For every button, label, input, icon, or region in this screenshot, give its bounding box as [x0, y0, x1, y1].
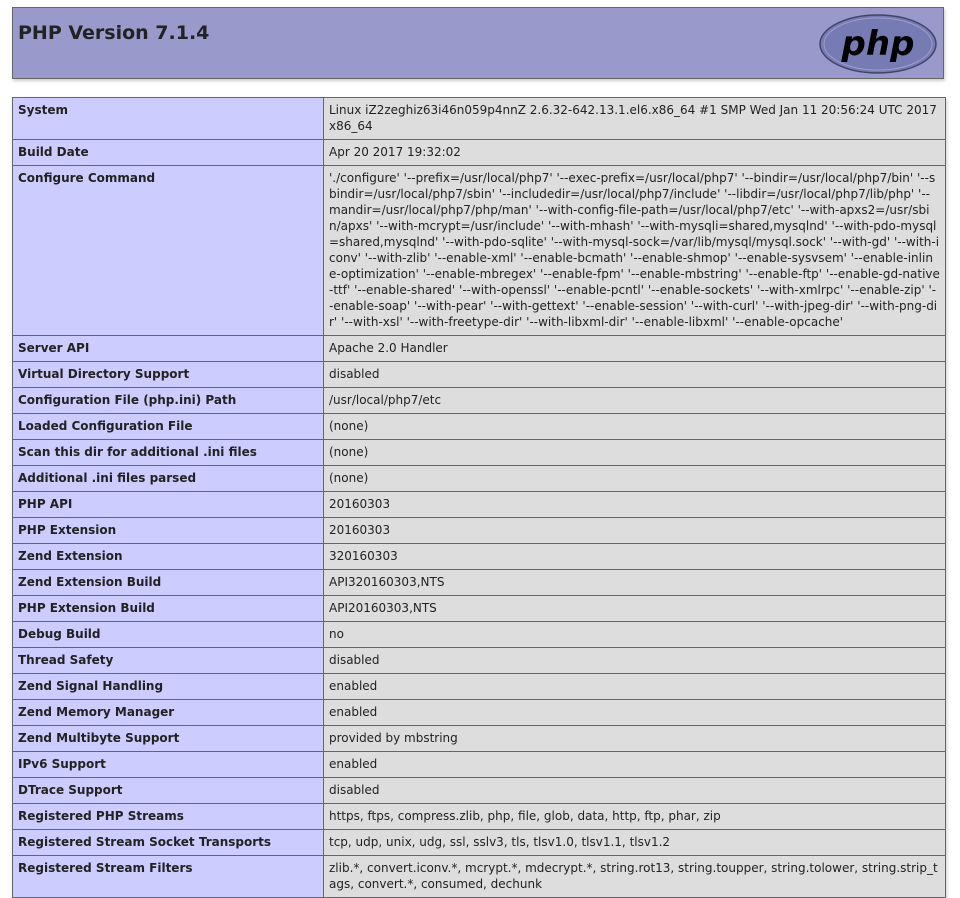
table-row — [13, 388, 946, 414]
table-row — [13, 622, 946, 648]
row-label: Registered Stream Socket Transports — [13, 830, 324, 856]
row-label: Configuration File (php.ini) Path — [13, 388, 324, 414]
table-row — [13, 700, 946, 726]
row-label: Registered Stream Filters — [13, 856, 324, 898]
info-table-body — [13, 98, 946, 898]
info-table — [12, 97, 946, 898]
table-row — [13, 544, 946, 570]
row-label: Virtual Directory Support — [13, 362, 324, 388]
row-label: DTrace Support — [13, 778, 324, 804]
row-value: (none) — [324, 440, 946, 466]
version-header — [12, 7, 944, 79]
row-value: Linux iZ2zeghiz63i46n059p4nnZ 2.6.32-642.13.1.el6.x86_64 #1 SMP Wed Jan 11 20:56:24 UTC 2017 x86_64 — [324, 98, 946, 140]
row-label: Configure Command — [13, 166, 324, 336]
row-value: provided by mbstring — [324, 726, 946, 752]
table-row — [13, 856, 946, 898]
table-row — [13, 570, 946, 596]
row-label: Zend Signal Handling — [13, 674, 324, 700]
row-label: PHP Extension Build — [13, 596, 324, 622]
row-label: Debug Build — [13, 622, 324, 648]
table-row — [13, 752, 946, 778]
row-value: Apache 2.0 Handler — [324, 336, 946, 362]
row-value: disabled — [324, 778, 946, 804]
table-row — [13, 596, 946, 622]
table-row — [13, 466, 946, 492]
row-value: API320160303,NTS — [324, 570, 946, 596]
php-logo[interactable] — [818, 13, 938, 79]
table-row — [13, 362, 946, 388]
table-row — [13, 98, 946, 140]
row-label: Zend Multibyte Support — [13, 726, 324, 752]
row-value: Apr 20 2017 19:32:02 — [324, 140, 946, 166]
table-row — [13, 518, 946, 544]
table-row — [13, 830, 946, 856]
row-label: Additional .ini files parsed — [13, 466, 324, 492]
row-label: Thread Safety — [13, 648, 324, 674]
row-label: Server API — [13, 336, 324, 362]
row-label: Zend Extension — [13, 544, 324, 570]
php-logo-icon — [818, 13, 938, 75]
table-row — [13, 674, 946, 700]
row-value: disabled — [324, 648, 946, 674]
row-value: './configure' '--prefix=/usr/local/php7' '--exec-prefix=/usr/local/php7' '--bindir=/usr/local/php7/bin' '--sbindir=/usr/local/php7/sbin' '--includedir=/usr/local/php7/include' '--libdir=/usr/local/php7/lib/php' '--mandir=/usr/local/php7/php/man' '--with-config-file-path=/usr/local/php7/etc' '--with-apxs2=/usr/sbin/apxs' '--with-mcrypt=/usr/include' '--with-mhash' '--with-mysqli=shared,mysqlnd' '--with-pdo-mysql=shared,mysqlnd' '--with-pdo-sqlite' '--with-mysql-sock=/var/lib/mysql/mysql.sock' '--with-gd' '--with-iconv' '--with-zlib' '--enable-xml' '--enable-bcmath' '--enable-shmop' '--enable-sysvsem' '--enable-inline-optimization' '--enable-mbregex' '--enable-fpm' '--enable-mbstring' '--enable-ftp' '--enable-gd-native-ttf' '--enable-shared' '--with-openssl' '--enable-pcntl' '--enable-sockets' '--with-xmlrpc' '--enable-zip' '--enable-soap' '--with-pear' '--with-gettext' '--enable-session' '--with-curl' '--with-jpeg-dir' '--with-png-dir' '--with-xsl' '--with-freetype-dir' '--with-libxml-dir' '--enable-libxml' '--enable-opcache' — [324, 166, 946, 336]
row-value: tcp, udp, unix, udg, ssl, sslv3, tls, tlsv1.0, tlsv1.1, tlsv1.2 — [324, 830, 946, 856]
row-label: Zend Memory Manager — [13, 700, 324, 726]
row-label: Zend Extension Build — [13, 570, 324, 596]
row-value: zlib.*, convert.iconv.*, mcrypt.*, mdecrypt.*, string.rot13, string.toupper, string.tolower, string.strip_tags, convert.*, consumed, dechunk — [324, 856, 946, 898]
row-value: (none) — [324, 466, 946, 492]
row-value: 320160303 — [324, 544, 946, 570]
table-row — [13, 166, 946, 336]
table-row — [13, 778, 946, 804]
row-label: PHP API — [13, 492, 324, 518]
row-value: enabled — [324, 752, 946, 778]
row-value: (none) — [324, 414, 946, 440]
row-value: API20160303,NTS — [324, 596, 946, 622]
table-row — [13, 414, 946, 440]
row-value: enabled — [324, 700, 946, 726]
row-value: disabled — [324, 362, 946, 388]
row-label: Loaded Configuration File — [13, 414, 324, 440]
row-value: /usr/local/php7/etc — [324, 388, 946, 414]
table-row — [13, 648, 946, 674]
row-value: 20160303 — [324, 518, 946, 544]
row-value: enabled — [324, 674, 946, 700]
page-title: PHP Version 7.1.4 — [18, 22, 210, 44]
table-row — [13, 336, 946, 362]
php-logo-text: php — [841, 24, 915, 64]
row-label: Registered PHP Streams — [13, 804, 324, 830]
row-value: no — [324, 622, 946, 648]
table-row — [13, 140, 946, 166]
row-label: Scan this dir for additional .ini files — [13, 440, 324, 466]
row-label: Build Date — [13, 140, 324, 166]
table-row — [13, 726, 946, 752]
row-label: System — [13, 98, 324, 140]
row-value: 20160303 — [324, 492, 946, 518]
row-label: PHP Extension — [13, 518, 324, 544]
table-row — [13, 804, 946, 830]
table-row — [13, 440, 946, 466]
row-label: IPv6 Support — [13, 752, 324, 778]
row-value: https, ftps, compress.zlib, php, file, glob, data, http, ftp, phar, zip — [324, 804, 946, 830]
table-row — [13, 492, 946, 518]
